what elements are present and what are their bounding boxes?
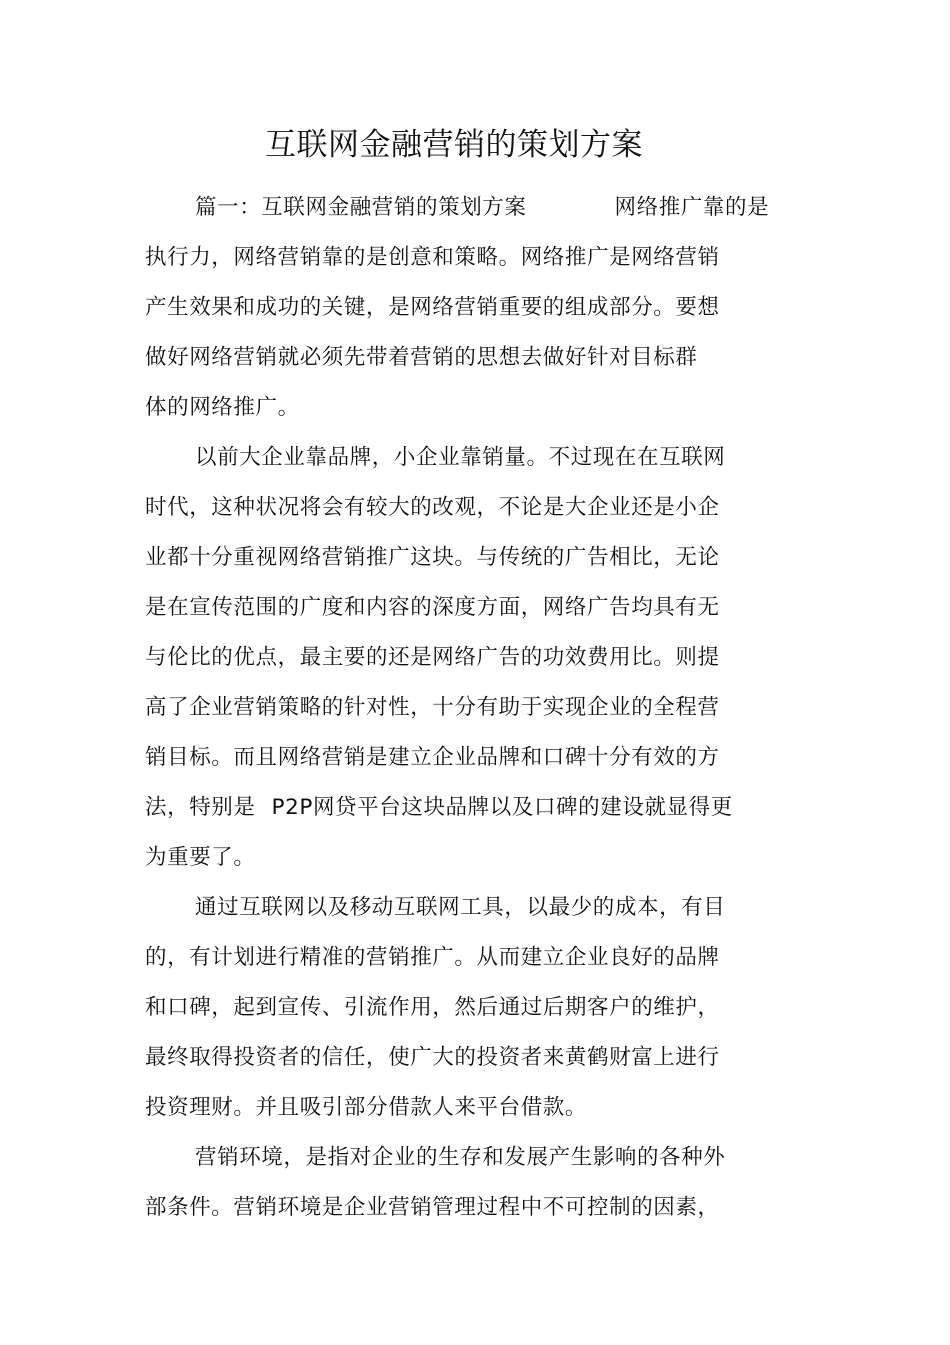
- section-heading: 篇一：互联网金融营销的策划方案: [195, 195, 527, 220]
- paragraph-4-line-2: 部条件。营销环境是企业营销管理过程中不可控制的因素，: [145, 1195, 720, 1220]
- paragraph-2-line-6: 高了企业营销策略的针对性，十分有助于实现企业的全程营: [145, 695, 720, 720]
- paragraph-1-line-4: 做好网络营销就必须先带着营销的思想去做好针对目标群: [145, 345, 698, 370]
- paragraph-1-line-2: 执行力，网络营销靠的是创意和策略。网络推广是网络营销: [145, 245, 720, 270]
- paragraph-text: 网络推广靠的是: [614, 195, 770, 220]
- paragraph-1-line-3: 产生效果和成功的关键，是网络营销重要的组成部分。要想: [145, 295, 720, 320]
- paragraph-4-line-1: 营销环境，是指对企业的生存和发展产生影响的各种外: [195, 1145, 726, 1170]
- paragraph-2-line-2: 时代，这种状况将会有较大的改观，不论是大企业还是小企: [145, 495, 720, 520]
- paragraph-3-line-4: 最终取得投资者的信任，使广大的投资者来黄鹤财富上进行: [145, 1045, 720, 1070]
- paragraph-2-line-7: 销目标。而且网络营销是建立企业品牌和口碑十分有效的方: [145, 745, 720, 770]
- document-title: 互联网金融营销的策划方案: [265, 127, 643, 163]
- paragraph-2-line-9: 为重要了。: [145, 845, 256, 870]
- paragraph-2-line-4: 是在宣传范围的广度和内容的深度方面，网络广告均具有无: [145, 595, 720, 620]
- paragraph-2-line-3: 业都十分重视网络营销推广这块。与传统的广告相比，无论: [145, 545, 720, 570]
- paragraph-2-line-1: 以前大企业靠品牌，小企业靠销量。不过现在在互联网: [195, 445, 726, 470]
- p2p-term: P2P: [271, 795, 313, 820]
- paragraph-3-line-5: 投资理财。并且吸引部分借款人来平台借款。: [145, 1095, 588, 1120]
- paragraph-1-line-1: [195, 188, 769, 228]
- paragraph-2-line-8: [145, 788, 733, 828]
- paragraph-3-line-2: 的，有计划进行精准的营销推广。从而建立企业良好的品牌: [145, 945, 720, 970]
- paragraph-3-line-1: 通过互联网以及移动互联网工具，以最少的成本，有目: [195, 895, 726, 920]
- paragraph-text: 网贷平台这块品牌以及口碑的建设就显得更: [312, 795, 733, 820]
- paragraph-3-line-3: 和口碑，起到宣传、引流作用，然后通过后期客户的维护，: [145, 995, 720, 1020]
- paragraph-1-line-5: 体的网络推广。: [145, 395, 300, 420]
- paragraph-text: 法，特别是: [145, 795, 256, 820]
- paragraph-2-line-5: 与伦比的优点，最主要的还是网络广告的功效费用比。则提: [145, 645, 720, 670]
